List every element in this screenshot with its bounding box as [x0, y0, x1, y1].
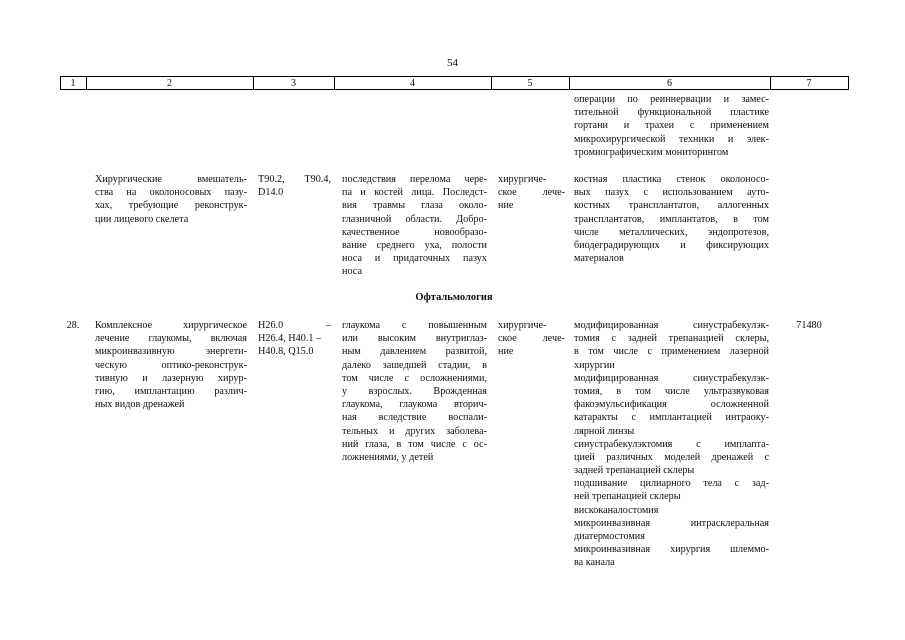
text-line: H26.4, H40.1 –: [258, 333, 322, 345]
text-line: гию, имплантацию различ-: [95, 385, 247, 397]
text-line: тромиографическим мониторингом: [574, 146, 729, 158]
text-line: факоэмульсификация осложненной: [574, 399, 769, 411]
text-line: вискоканалостомия: [574, 504, 659, 516]
row-28-treatment-type: [498, 319, 565, 359]
section-title: Офтальмология: [415, 292, 493, 303]
text-line: ции лицевого скелета: [95, 213, 189, 225]
text-line: гортани и трахеи с применением: [574, 120, 769, 132]
text-line: тительной функциональной пластике: [574, 107, 769, 119]
text-line: тивную и лазерную хирур-: [95, 372, 247, 384]
text-line: далеко зашедшей стадии, в: [342, 359, 487, 371]
text-line: носа: [342, 266, 362, 278]
text-line: глаукома с повышенным: [342, 320, 487, 331]
header-divider: [848, 76, 849, 90]
header-col-2: 2: [167, 78, 172, 89]
text-line: Комплексное хирургическое: [95, 320, 247, 331]
text-line: ческую оптико-реконструк-: [95, 359, 247, 371]
text-line: D14.0: [258, 187, 284, 199]
text-line: па и костей лица. Последст-: [342, 187, 487, 199]
text-line: подшивание цилиарного тела с зад-: [574, 478, 769, 490]
text-line: ское лече-: [498, 187, 565, 199]
text-line: последствия перелома чере-: [342, 174, 487, 185]
text-line: в том числе с применением лазерной: [574, 346, 769, 358]
text-line: тельных и других заболева-: [342, 425, 487, 437]
page-number: 54: [447, 57, 458, 69]
text-line: H26.0 –: [258, 320, 331, 331]
text-line: лечение глаукомы, включая: [95, 333, 247, 345]
text-line: ней трепанацией склеры: [574, 491, 681, 503]
text-line: томия, в том числе ультразвуковая: [574, 385, 769, 397]
row-face-name: [95, 173, 247, 226]
header-col-4: 4: [410, 78, 415, 89]
text-line: трансплантатов, имплантатов, в том: [574, 213, 769, 225]
text-line: ным давлением развитой,: [342, 346, 487, 358]
text-line: костных трансплантатов, аллогенных: [574, 200, 769, 212]
text-line: ная вследствие воспали-: [342, 412, 487, 424]
header-col-3: 3: [291, 78, 296, 89]
text-line: модифицированная синустрабекулэк-: [574, 320, 769, 331]
text-line: биодеградирующих и фиксирующих: [574, 239, 769, 251]
row-face-treatment-type: [498, 173, 565, 213]
text-line: микроинвазивная интрасклеральная: [574, 517, 769, 529]
text-line: глаукома, глаукома вторич-: [342, 399, 487, 411]
text-line: хирургиче-: [498, 320, 547, 331]
header-top-rule: [60, 76, 848, 77]
text-line: хирургии: [574, 359, 615, 371]
text-line: модифицированная синустрабекулэк-: [574, 372, 769, 384]
text-line: том числе с осложнениями,: [342, 372, 487, 384]
text-line: ва канала: [574, 557, 615, 569]
row-28-codes: [258, 319, 331, 359]
text-line: хирургиче-: [498, 174, 547, 185]
row-28-number: 28.: [66, 320, 80, 331]
text-line: синустрабекулэктомия с имплanта-: [574, 438, 769, 450]
text-line: ское лече-: [498, 333, 565, 345]
text-line: цией различных моделей дренажей с: [574, 451, 769, 463]
row-28-cost: 71480: [796, 320, 822, 331]
text-line: вание среднего уха, полости: [342, 239, 487, 251]
text-line: T90.2, T90.4,: [258, 174, 331, 185]
row-face-diagnosis: [342, 173, 487, 279]
text-line: микроинвазивная хирургия шлеммо-: [574, 544, 769, 556]
text-line: катаракты с имплантацией интраоку-: [574, 412, 769, 424]
text-line: Хирургические вмешатель-: [95, 174, 247, 185]
row-face-codes: [258, 173, 331, 199]
text-line: или высоким внутриглаз-: [342, 333, 487, 345]
continuation-method-text: [574, 93, 769, 159]
text-line: качественное новообразо-: [342, 226, 487, 238]
text-line: костная пластика стенок околоносо-: [574, 174, 769, 185]
row-28-name: [95, 319, 247, 411]
text-line: микрохирургической техники и элек-: [574, 133, 769, 145]
text-line: носа и придаточных пазух: [342, 253, 487, 265]
text-line: ний глаза, в том числе с ос-: [342, 438, 487, 450]
header-col-6: 6: [667, 78, 672, 89]
text-line: у взрослых. Врожденная: [342, 385, 487, 397]
header-col-5: 5: [527, 78, 533, 89]
text-line: лярной линзы: [574, 425, 635, 437]
header-col-7: 7: [806, 78, 812, 89]
text-line: диатермостомия: [574, 531, 645, 542]
text-line: материалов: [574, 253, 624, 265]
row-28-methods: [574, 319, 769, 570]
text-line: томия с задней трепанацией склеры,: [574, 333, 769, 345]
text-line: ства на околоносовых пазу-: [95, 187, 247, 199]
text-line: ние: [498, 200, 514, 212]
text-line: глазничной области. Добро-: [342, 213, 487, 225]
text-line: вых пазух с использованием ауто-: [574, 187, 769, 199]
row-28-diagnosis: [342, 319, 487, 464]
row-face-method: [574, 173, 769, 265]
text-line: вия травмы глаза около-: [342, 200, 487, 212]
text-line: хах, требующие реконструк-: [95, 200, 247, 212]
text-line: H40.8, Q15.0: [258, 346, 314, 358]
text-line: ние: [498, 346, 514, 358]
text-line: микроинвазивную энергети-: [95, 346, 247, 358]
text-line: ных видов дренажей: [95, 399, 185, 411]
text-line: ложнениями, у детей: [342, 451, 434, 463]
text-line: операции по реиннервации и замес-: [574, 94, 769, 105]
text-line: числе металлических, эндопротезов,: [574, 226, 769, 238]
text-line: задней трепанацией склеры: [574, 465, 695, 477]
header-col-1: 1: [70, 78, 76, 89]
